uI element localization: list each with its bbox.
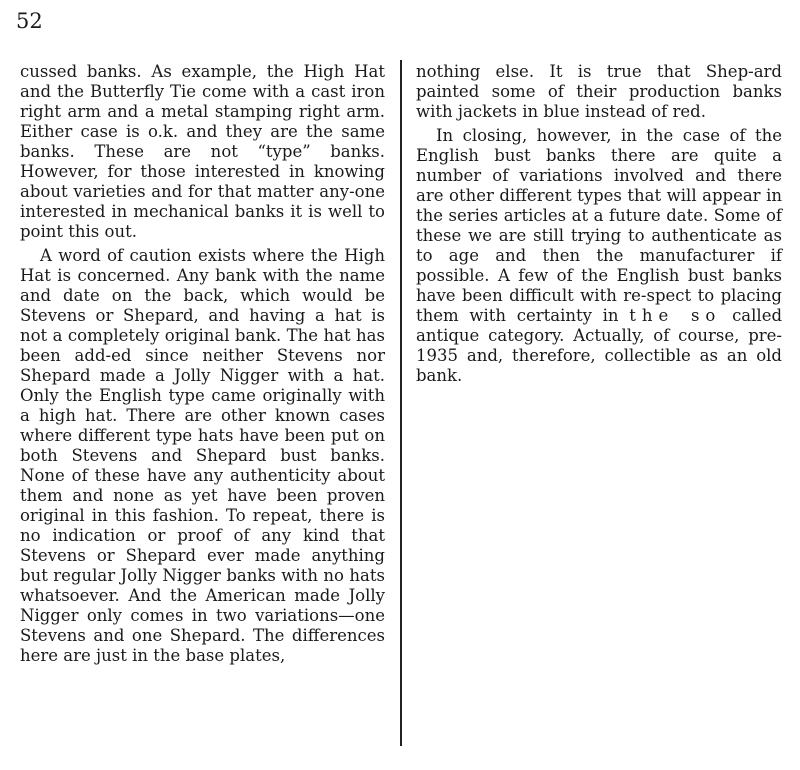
- paragraph-continued: cussed banks. As example, the High Hat and the Butterfly Tie come with a cast iron right arm and a metal stamping right arm. Either case is o.k. and they are the same banks. These are not “type” banks. However, for those interested in knowing about varieties and for that matter any-one interested in mechanical banks it is well to point this out.: [20, 62, 385, 241]
- left-column: [20, 62, 385, 666]
- closing-text-end: called antique category. Actually, of course, pre-1935 and, therefore, collectible as an old bank.: [416, 306, 783, 385]
- right-column: [416, 62, 782, 386]
- paragraph-shepard-jackets: nothing else. It is true that Shep-ard painted some of their production banks with jackets in blue instead of red.: [416, 62, 782, 121]
- closing-text-spaced: the so: [629, 306, 722, 325]
- page-number: 52: [16, 9, 43, 33]
- closing-text-start: In closing, however, in the case of the English bust banks there are quite a number of variations involved and there are other different types that will appear in the series articles at a future date. Some of these we are still trying to authenticate as to age and then the manufacturer if possible. A few of the English bust banks have been difficult with re-spect to placing them with certainty in: [416, 126, 782, 325]
- column-divider: [400, 60, 402, 746]
- paragraph-closing: [416, 126, 782, 386]
- paragraph-caution: A word of caution exists where the High Hat is concerned. Any bank with the name and date on the back, which would be Stevens or Shepard, and having a hat is not a completely original bank. The hat has been add-ed since neither Stevens nor Shepard made a Jolly Nigger with a hat. Only the English type came originally with a high hat. There are other known cases where different type hats have been put on both Stevens and Shepard bust banks. None of these have any authenticity about them and none as yet have been proven original in this fashion. To repeat, there is no indication or proof of any kind that Stevens or Shepard ever made anything but regular Jolly Nigger banks with no hats whatsoever. And the American made Jolly Nigger only comes in two variations—one Stevens and one Shepard. The differences here are just in the base plates,: [20, 246, 385, 665]
